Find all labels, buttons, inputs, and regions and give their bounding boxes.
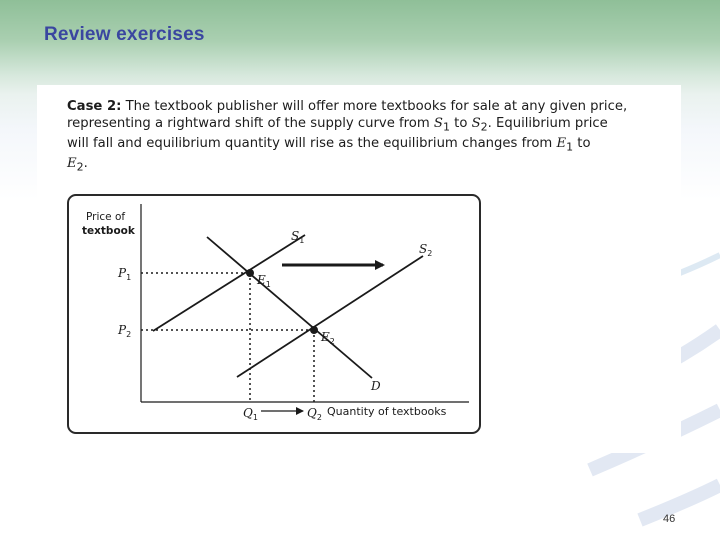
figure-panel <box>37 85 681 453</box>
y-axis-label-line1: Price of <box>86 211 126 223</box>
d-label: D <box>371 379 381 393</box>
y-axis-label-line2: textbook <box>82 225 135 237</box>
graph-svg <box>69 196 479 432</box>
case-description: Case 2: The textbook publisher will offer more textbooks for sale at any given price, representing a rightward shift of the supply curve from $S_1$ to $S_2$. Equilibrium price will fall and equilibrium quantity will rise as the equilibrium changes from $E_1$ to $E_2$. <box>67 99 628 174</box>
e2-label: $E_2$ <box>321 330 335 346</box>
x-axis-label: Quantity of textbooks <box>327 405 447 418</box>
s1-label: $S_1$ <box>291 229 305 245</box>
case-label: Case 2: <box>67 99 122 114</box>
supply-curve-s1 <box>153 235 305 331</box>
demand-curve <box>207 237 372 378</box>
q1-label: $Q_1$ <box>243 406 258 422</box>
s2-label: $S_2$ <box>419 242 433 258</box>
supply-demand-graph <box>67 194 481 434</box>
q2-label: $Q_2$ <box>307 406 322 422</box>
slide-title: Review exercises <box>44 24 205 45</box>
p2-label: $P_2$ <box>118 323 132 339</box>
e1-label: $E_1$ <box>257 273 271 289</box>
page-number: 46 <box>663 513 676 525</box>
equilibrium-point-e2 <box>310 326 318 334</box>
p1-label: $P_1$ <box>118 266 132 282</box>
equilibrium-point-e1 <box>246 269 254 277</box>
